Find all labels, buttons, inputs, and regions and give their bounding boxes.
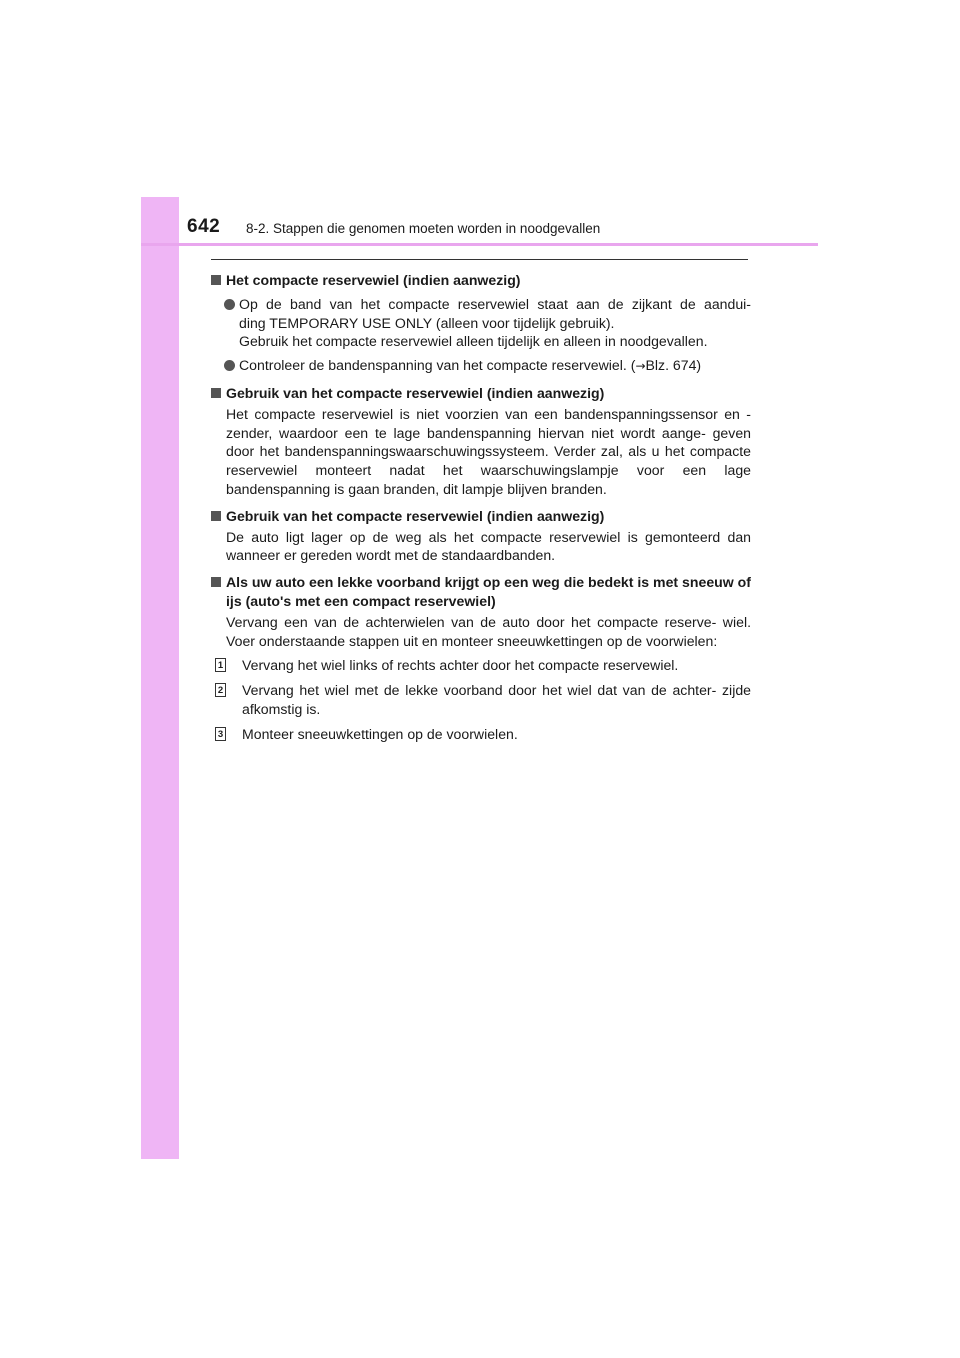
page-number: 642 [187,216,221,237]
side-color-bar [141,197,179,1159]
square-bullet-icon [211,275,221,285]
section-body: Vervang een van de achterwielen van de auto door het compacte reserve- wiel. Voer onderstaande stappen uit en monteer sneeuwkettingen op de voorwielen: [226,613,751,649]
heading-text: Het compacte reservewiel (indien aanwezig) [226,272,521,288]
square-bullet-icon [211,388,221,398]
section-heading [211,384,751,403]
section-rule [211,259,748,260]
step-text: Monteer sneeuwkettingen op de voorwielen. [242,725,518,742]
section-heading [211,271,751,290]
section-body: Het compacte reservewiel is niet voorzien van een bandenspanningssensor en -zender, waardoor een te lage bandenspanning hiervan niet wordt aange- geven door het bandenspanningswaarschuwingssysteem. Verder zal, als u het compacte reservewiel monteert nadat het waarschuwingslampje voor een lage bandenspanning is gaan branden, dit lampje blijven branden. [226,405,751,497]
numbered-step [211,656,751,675]
bullet-line: Op de band van het compacte reservewiel staat aan de zijkant de aandui- [239,295,751,312]
page-reference: Blz. 674) [645,357,702,374]
step-text: Vervang het wiel links of rechts achter door het compacte reservewiel. [242,657,679,674]
square-bullet-icon [211,577,221,587]
bullet-item [211,356,751,376]
heading-text: Als uw auto een lekke voorband krijgt op een weg die bedekt is met sneeuw of ijs (auto's met een compact reservewiel) [226,574,751,609]
section-heading [211,507,751,526]
step-number-badge: 1 [215,658,226,672]
bullet-line: Gebruik het compacte reservewiel alleen tijdelijk en alleen in noodgevallen. [239,333,708,350]
numbered-step [211,725,751,744]
square-bullet-icon [211,511,221,521]
round-bullet-icon [224,360,235,371]
bullet-item [211,295,751,351]
heading-text: Gebruik van het compacte reservewiel (indien aanwezig) [226,507,605,524]
step-text: Vervang het wiel met de lekke voorband door het wiel dat van de achter- zijde afkomstig is. [242,682,751,717]
arrow-icon: → [635,359,646,374]
bullet-line: ding TEMPORARY USE ONLY (alleen voor tijdelijk gebruik). [239,314,615,331]
section-body: De auto ligt lager op de weg als het compacte reservewiel is gemonteerd dan wanneer er gereden wordt met de standaardbanden. [226,528,751,564]
numbered-step [211,681,751,719]
chapter-title: 8-2. Stappen die genomen moeten worden in noodgevallen [246,221,601,236]
header-underline [141,243,818,246]
step-number-badge: 3 [215,727,226,741]
bullet-text: Controleer de bandenspanning van het compacte reservewiel. ( [239,357,636,374]
heading-text: Gebruik van het compacte reservewiel (indien aanwezig) [226,384,605,401]
step-number-badge: 2 [215,683,226,697]
section-heading [211,573,751,611]
round-bullet-icon [224,299,235,310]
page-content [211,265,751,744]
